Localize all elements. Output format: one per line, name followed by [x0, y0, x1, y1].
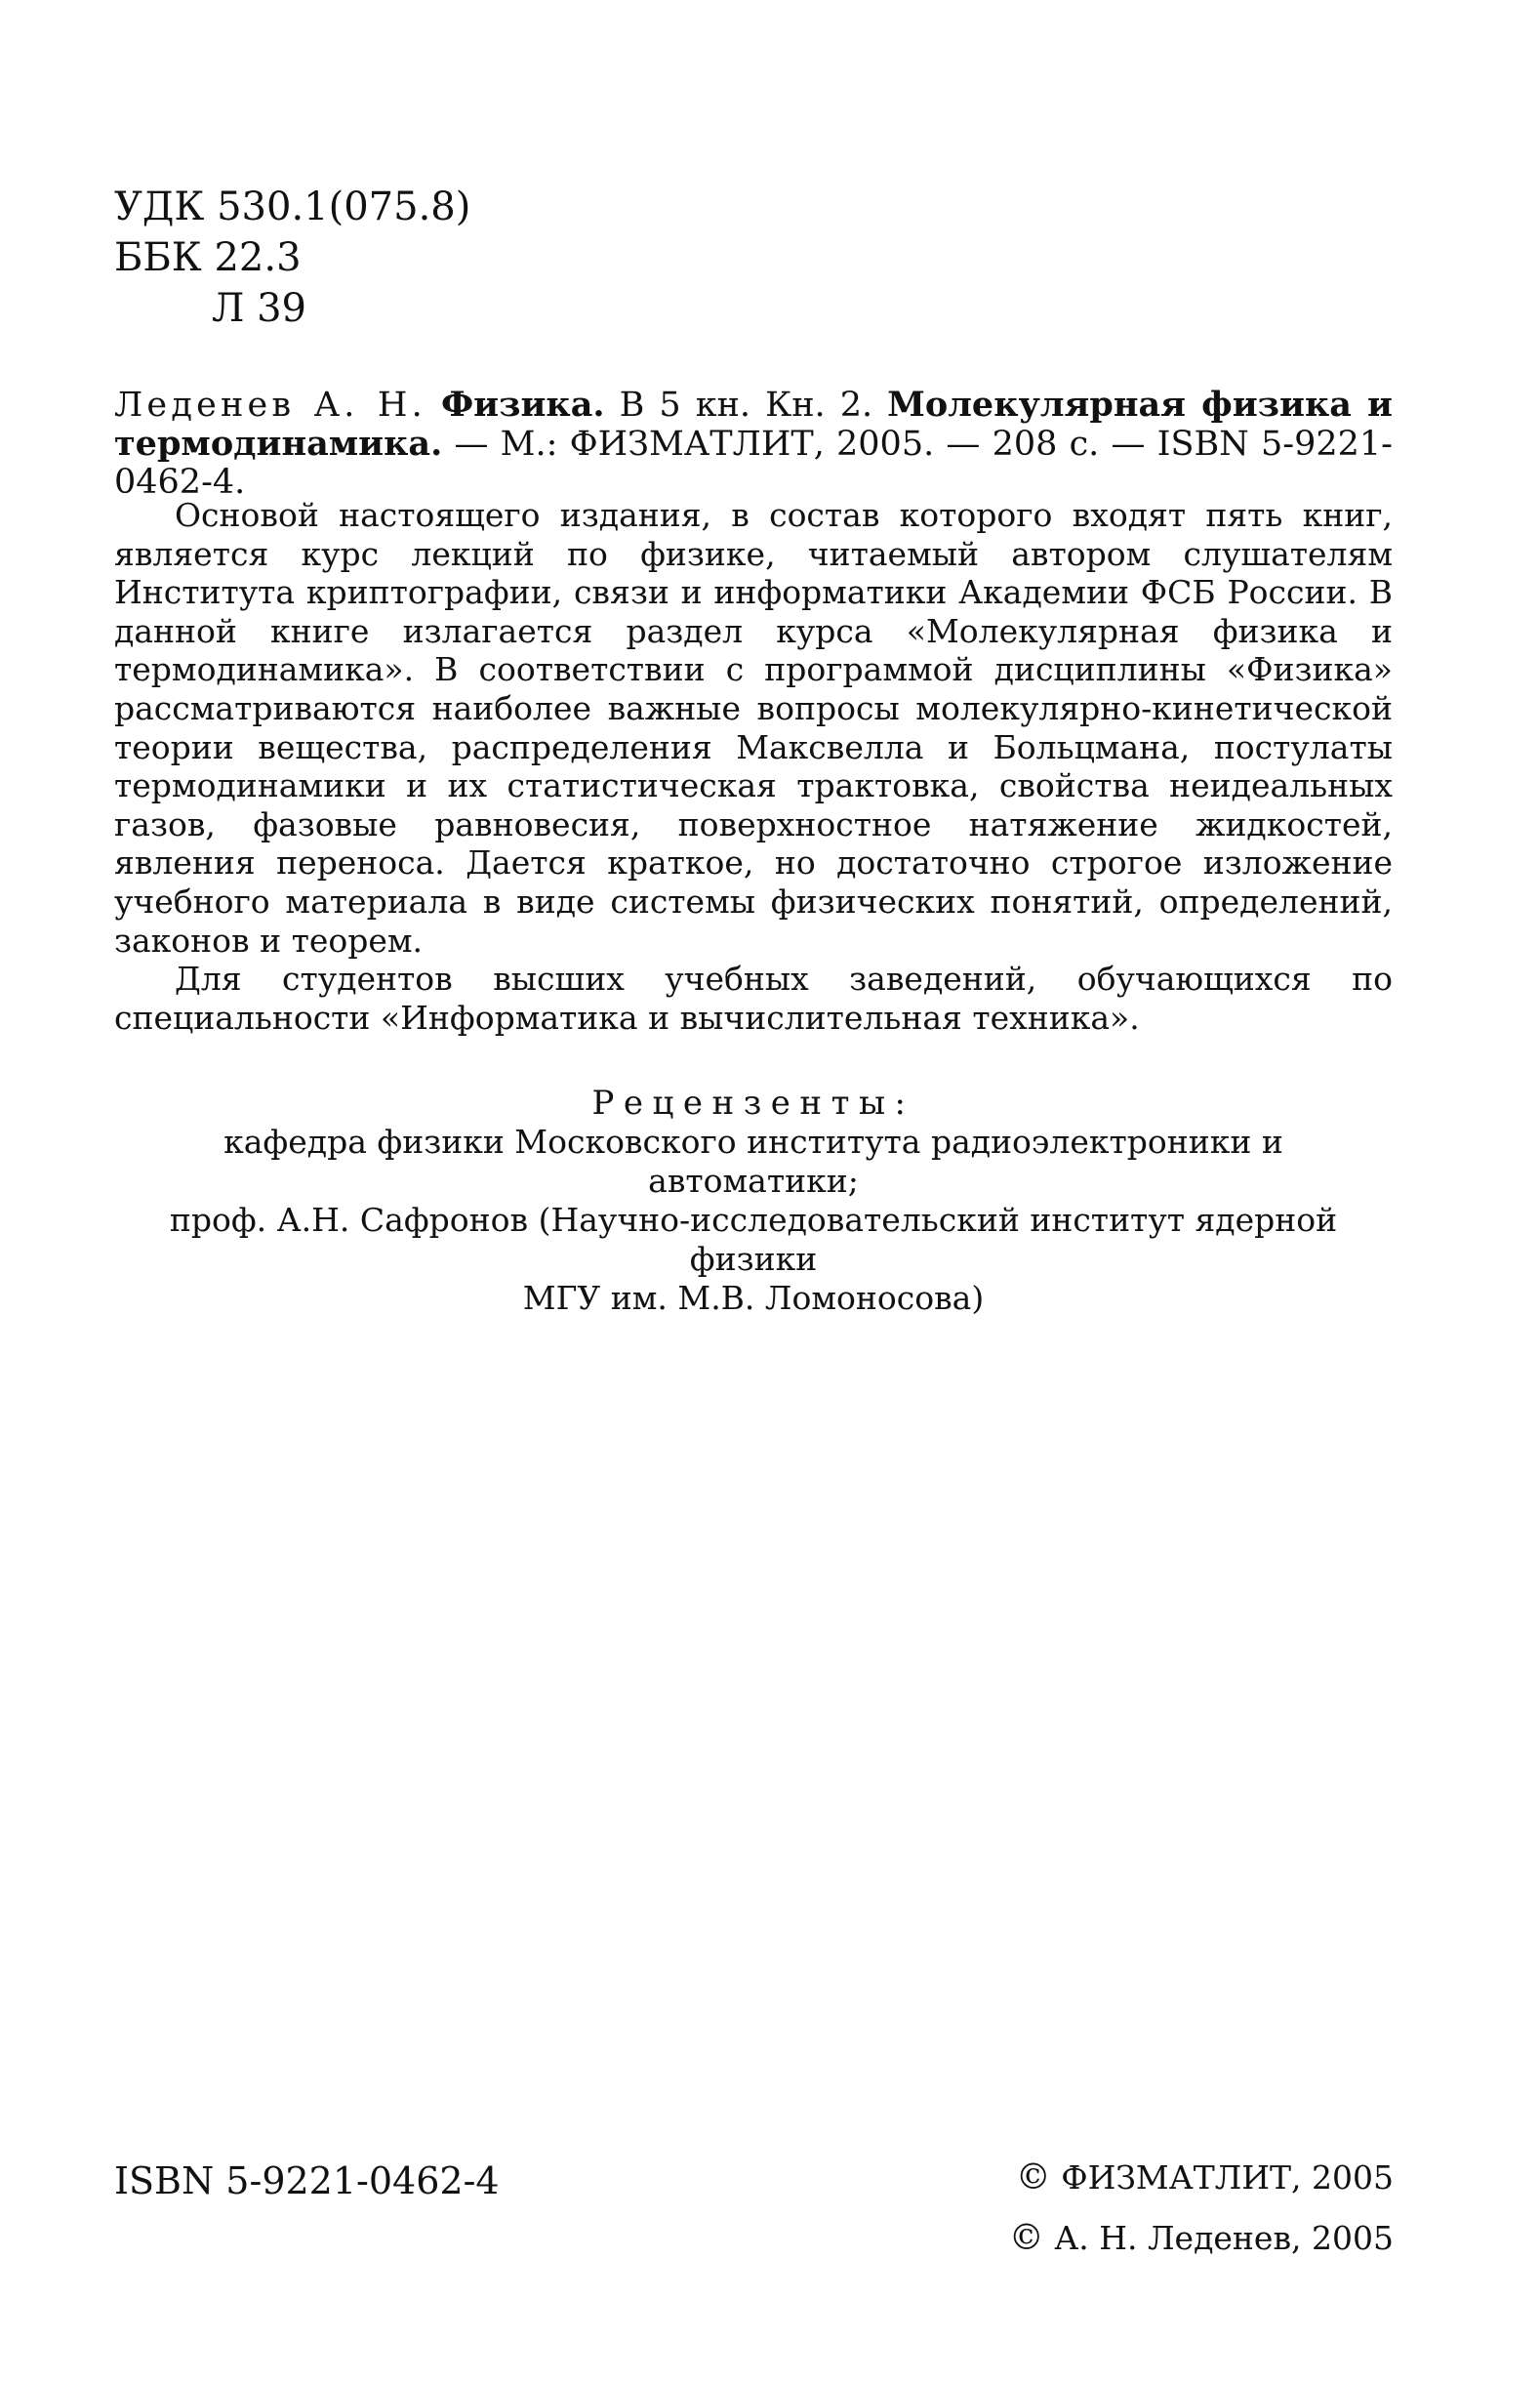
book-author: Леденев А. Н.: [114, 386, 426, 425]
udc-code: УДК 530.1(075.8): [114, 185, 471, 229]
copyright-icon: ©: [1008, 2218, 1044, 2258]
copyright-icon: ©: [1015, 2157, 1051, 2197]
bibliographic-record: [114, 386, 1393, 502]
copyright-publisher-text: ФИЗМАТЛИТ, 2005: [1061, 2158, 1394, 2197]
reviewer-line: проф. А.Н. Сафронов (Научно-исследовательский институт ядерной физики: [169, 1201, 1338, 1278]
book-title: Физика.: [440, 385, 605, 425]
annotation-paragraph: Для студентов высших учебных заведений, обучающихся по специальности «Информатика и вычислительная техника».: [114, 960, 1393, 1037]
publication-info: — М.: ФИЗМАТЛИТ, 2005. — 208 с. — ISBN 5-9221-0462-4.: [114, 425, 1393, 502]
annotation: [114, 496, 1393, 1037]
book-subtitle: Молекулярная физика и термодинамика.: [114, 385, 1393, 464]
reviewer-line: кафедра физики Московского института радиоэлектроники и автоматики;: [223, 1123, 1283, 1200]
reviewers-block: [114, 1084, 1393, 1318]
bbk-code: ББК 22.3: [114, 235, 302, 280]
copyright-author-text: А. Н. Леденев, 2005: [1054, 2219, 1394, 2257]
classification-block: [114, 182, 470, 334]
reviewers-heading: Рецензенты:: [591, 1084, 915, 1123]
copyright-block: [1009, 2148, 1394, 2269]
annotation-paragraph: Основой настоящего издания, в состав которого входят пять книг, является курс лекций по физике, читаемый автором слушателям Института криптографии, связи и информатики Академии ФСБ России. В данной книге излагается раздел курса «Молекулярная физика и термодинамика». В соответствии с программой дисциплины «Физика» рассматриваются наиболее важные вопросы молекулярно-кинетической теории вещества, распределения Максвелла и Больцмана, постулаты термодинамики и их статистическая трактовка, свойства неидеальных газов, фазовые равновесия, поверхностное натяжение жидкостей, явления переноса. Дается краткое, но достаточно строгое изложение учебного материала в виде системы физических понятий, определений, законов и теорем.: [114, 496, 1393, 960]
isbn-number: ISBN 5-9221-0462-4: [114, 2159, 500, 2202]
copyright-author: [1009, 2208, 1394, 2269]
reviewer-line: МГУ им. М.В. Ломоносова): [522, 1279, 985, 1317]
copyright-publisher: [1009, 2148, 1394, 2208]
volume-info: В 5 кн. Кн. 2.: [619, 386, 873, 425]
author-mark: Л 39: [212, 286, 306, 331]
